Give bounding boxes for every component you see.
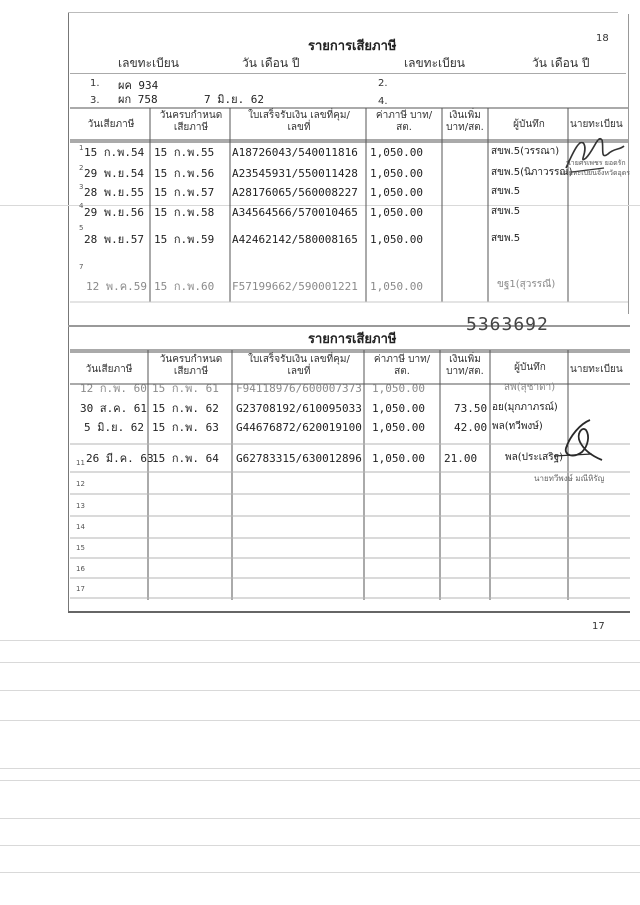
cell-date-paid: 5 มิ.ย. 62 (84, 421, 145, 434)
cell-due-date: 15 ก.พ. 64 (152, 452, 219, 465)
cell-receipt: A42462142/580008165 (232, 233, 358, 246)
cell-recorder: พล(ทวีพงษ์) (492, 421, 543, 432)
cell-due-date: 15 ก.พ. 62 (152, 402, 219, 415)
cell-due-date: 15 ก.พ. 61 (152, 382, 219, 395)
registry-row-number: 4. (378, 96, 388, 107)
cell-date-paid: 12 พ.ค.59 (86, 280, 147, 293)
section-title-2: รายการเสียภาษี (308, 332, 397, 347)
cell-due-date: 15 ก.พ.60 (154, 280, 215, 293)
cell-tax: 1,050.00 (370, 233, 423, 246)
registry-header-date-1: วัน เดือน ปี (242, 56, 300, 70)
cell-date-paid: 29 พ.ย.56 (84, 206, 145, 219)
col-header-receipt: ใบเสร็จรับเงิน เลขที่คุม/เลขที่ (248, 354, 350, 377)
registry-row-number: 2. (378, 78, 388, 89)
cell-tax: 1,050.00 (372, 382, 425, 395)
registry-header-date-2: วัน เดือน ปี (532, 56, 590, 70)
cell-due-date: 15 ก.พ.56 (154, 167, 215, 180)
col-header-tax: ค่าภาษี บาท/สต. (373, 354, 431, 377)
page-number-bottom: 17 (592, 621, 605, 632)
cell-receipt: A23545931/550011428 (232, 167, 358, 180)
row-number: 3 (79, 183, 84, 191)
row-number: 2 (79, 164, 84, 172)
cell-tax: 1,050.00 (370, 206, 423, 219)
registrar-signature-2 (540, 412, 610, 472)
col-header-surcharge: เงินเพิ่ม บาท/สต. (446, 354, 484, 377)
page-title: รายการเสียภาษี (308, 39, 397, 54)
cell-receipt: G44676872/620019100 (236, 421, 362, 434)
col-header-recorder: ผู้บันทึก (513, 119, 545, 130)
cell-tax: 1,050.00 (372, 421, 425, 434)
cell-recorder: ขฐ1(สุวรรณี) (497, 279, 556, 290)
cell-tax: 1,050.00 (372, 452, 425, 465)
cell-tax: 1,050.00 (370, 167, 423, 180)
cell-recorder: สพ(สุชาดา) (504, 382, 556, 393)
row-number: 4 (79, 202, 84, 210)
cell-surcharge: 42.00 (454, 421, 488, 434)
cell-receipt: A18726043/540011816 (232, 146, 358, 159)
row-number: 12 (76, 480, 85, 488)
registry-row-number: 3. (90, 95, 100, 106)
cell-surcharge: 73.50 (454, 402, 488, 415)
row-number: 11 (76, 459, 85, 467)
cell-date-paid: 29 พ.ย.54 (84, 167, 145, 180)
row-number: 1 (79, 144, 84, 152)
cell-date-paid: 28 พ.ย.55 (84, 186, 145, 199)
cell-due-date: 15 ก.พ. 63 (152, 421, 219, 434)
registry-number: ผค 934 (118, 79, 159, 92)
row-number: 7 (79, 263, 84, 271)
row-number: 15 (76, 544, 85, 552)
cell-receipt: G23708192/610095033 (236, 402, 362, 415)
cell-receipt: A34564566/570010465 (232, 206, 358, 219)
registry-date: 7 มิ.ย. 62 (204, 93, 265, 106)
cell-due-date: 15 ก.พ.59 (154, 233, 215, 246)
cell-recorder: สขพ.5 (491, 233, 521, 244)
col-header-due-date: วันครบกำหนด เสียภาษี (159, 110, 223, 133)
stamp-fragment: 5363692 (466, 314, 549, 335)
cell-recorder: สขพ.5(นิภาวรรณ) (491, 167, 573, 178)
registrar-note-line: นายศรเพชร ยอดรัก (566, 159, 626, 167)
page-number-top: 18 (596, 33, 609, 44)
cell-date-paid: 12 ก.พ. 60 (80, 382, 147, 395)
cell-tax: 1,050.00 (370, 186, 423, 199)
row-number: 5 (79, 224, 84, 232)
cell-date-paid: 30 ส.ค. 61 (80, 402, 148, 415)
cell-date-paid: 15 ก.พ.54 (84, 146, 145, 159)
row-number: 16 (76, 565, 85, 573)
cell-recorder: พล(ประเสริฐ) (505, 452, 564, 463)
cell-due-date: 15 ก.พ.58 (154, 206, 215, 219)
col-header-date-paid: วันเสียภาษี (87, 119, 135, 130)
col-header-due-date: วันครบกำหนด เสียภาษี (159, 354, 223, 377)
cell-recorder: สขพ.5 (491, 206, 521, 217)
col-header-registrar: นายทะเบียน (570, 119, 623, 130)
registry-header-reg-1: เลขทะเบียน (118, 56, 179, 70)
cell-recorder: สขพ.5 (491, 186, 521, 197)
col-header-tax: ค่าภาษี บาท/สต. (375, 110, 433, 133)
col-header-recorder: ผู้บันทึก (514, 362, 546, 373)
registrar-note-line: นายทะเบียนจังหวัดอุดร (560, 169, 631, 177)
cell-surcharge: 21.00 (444, 452, 478, 465)
row-number: 13 (76, 502, 85, 510)
row-number: 17 (76, 585, 85, 593)
cell-date-paid: 26 มี.ค. 63 (86, 452, 154, 465)
col-header-date-paid: วันเสียภาษี (85, 364, 133, 375)
registry-header-reg-2: เลขทะเบียน (404, 56, 465, 70)
registry-row-number: 1. (90, 78, 100, 89)
registry-number: ผก 758 (118, 93, 158, 106)
cell-due-date: 15 ก.พ.55 (154, 146, 215, 159)
col-header-registrar: นายทะเบียน (570, 364, 623, 375)
cell-tax: 1,050.00 (370, 280, 423, 293)
cell-receipt: F94118976/600007373 (236, 382, 362, 395)
row-number: 14 (76, 523, 85, 531)
registrar-note-line: นายทวีพงษ์ มณีหิรัญ (534, 474, 605, 483)
cell-receipt: F57199662/590001221 (232, 280, 358, 293)
cell-tax: 1,050.00 (370, 146, 423, 159)
cell-recorder: อย(มุกภาภรณ์) (492, 402, 558, 413)
cell-receipt: A28176065/560008227 (232, 186, 358, 199)
cell-recorder: สขพ.5(วรรณา) (491, 146, 560, 157)
cell-due-date: 15 ก.พ.57 (154, 186, 215, 199)
cell-tax: 1,050.00 (372, 402, 425, 415)
cell-receipt: G62783315/630012896 (236, 452, 362, 465)
col-header-surcharge: เงินเพิ่ม บาท/สต. (446, 110, 484, 133)
cell-date-paid: 28 พ.ย.57 (84, 233, 145, 246)
col-header-receipt: ใบเสร็จรับเงิน เลขที่คุม/เลขที่ (248, 110, 350, 133)
